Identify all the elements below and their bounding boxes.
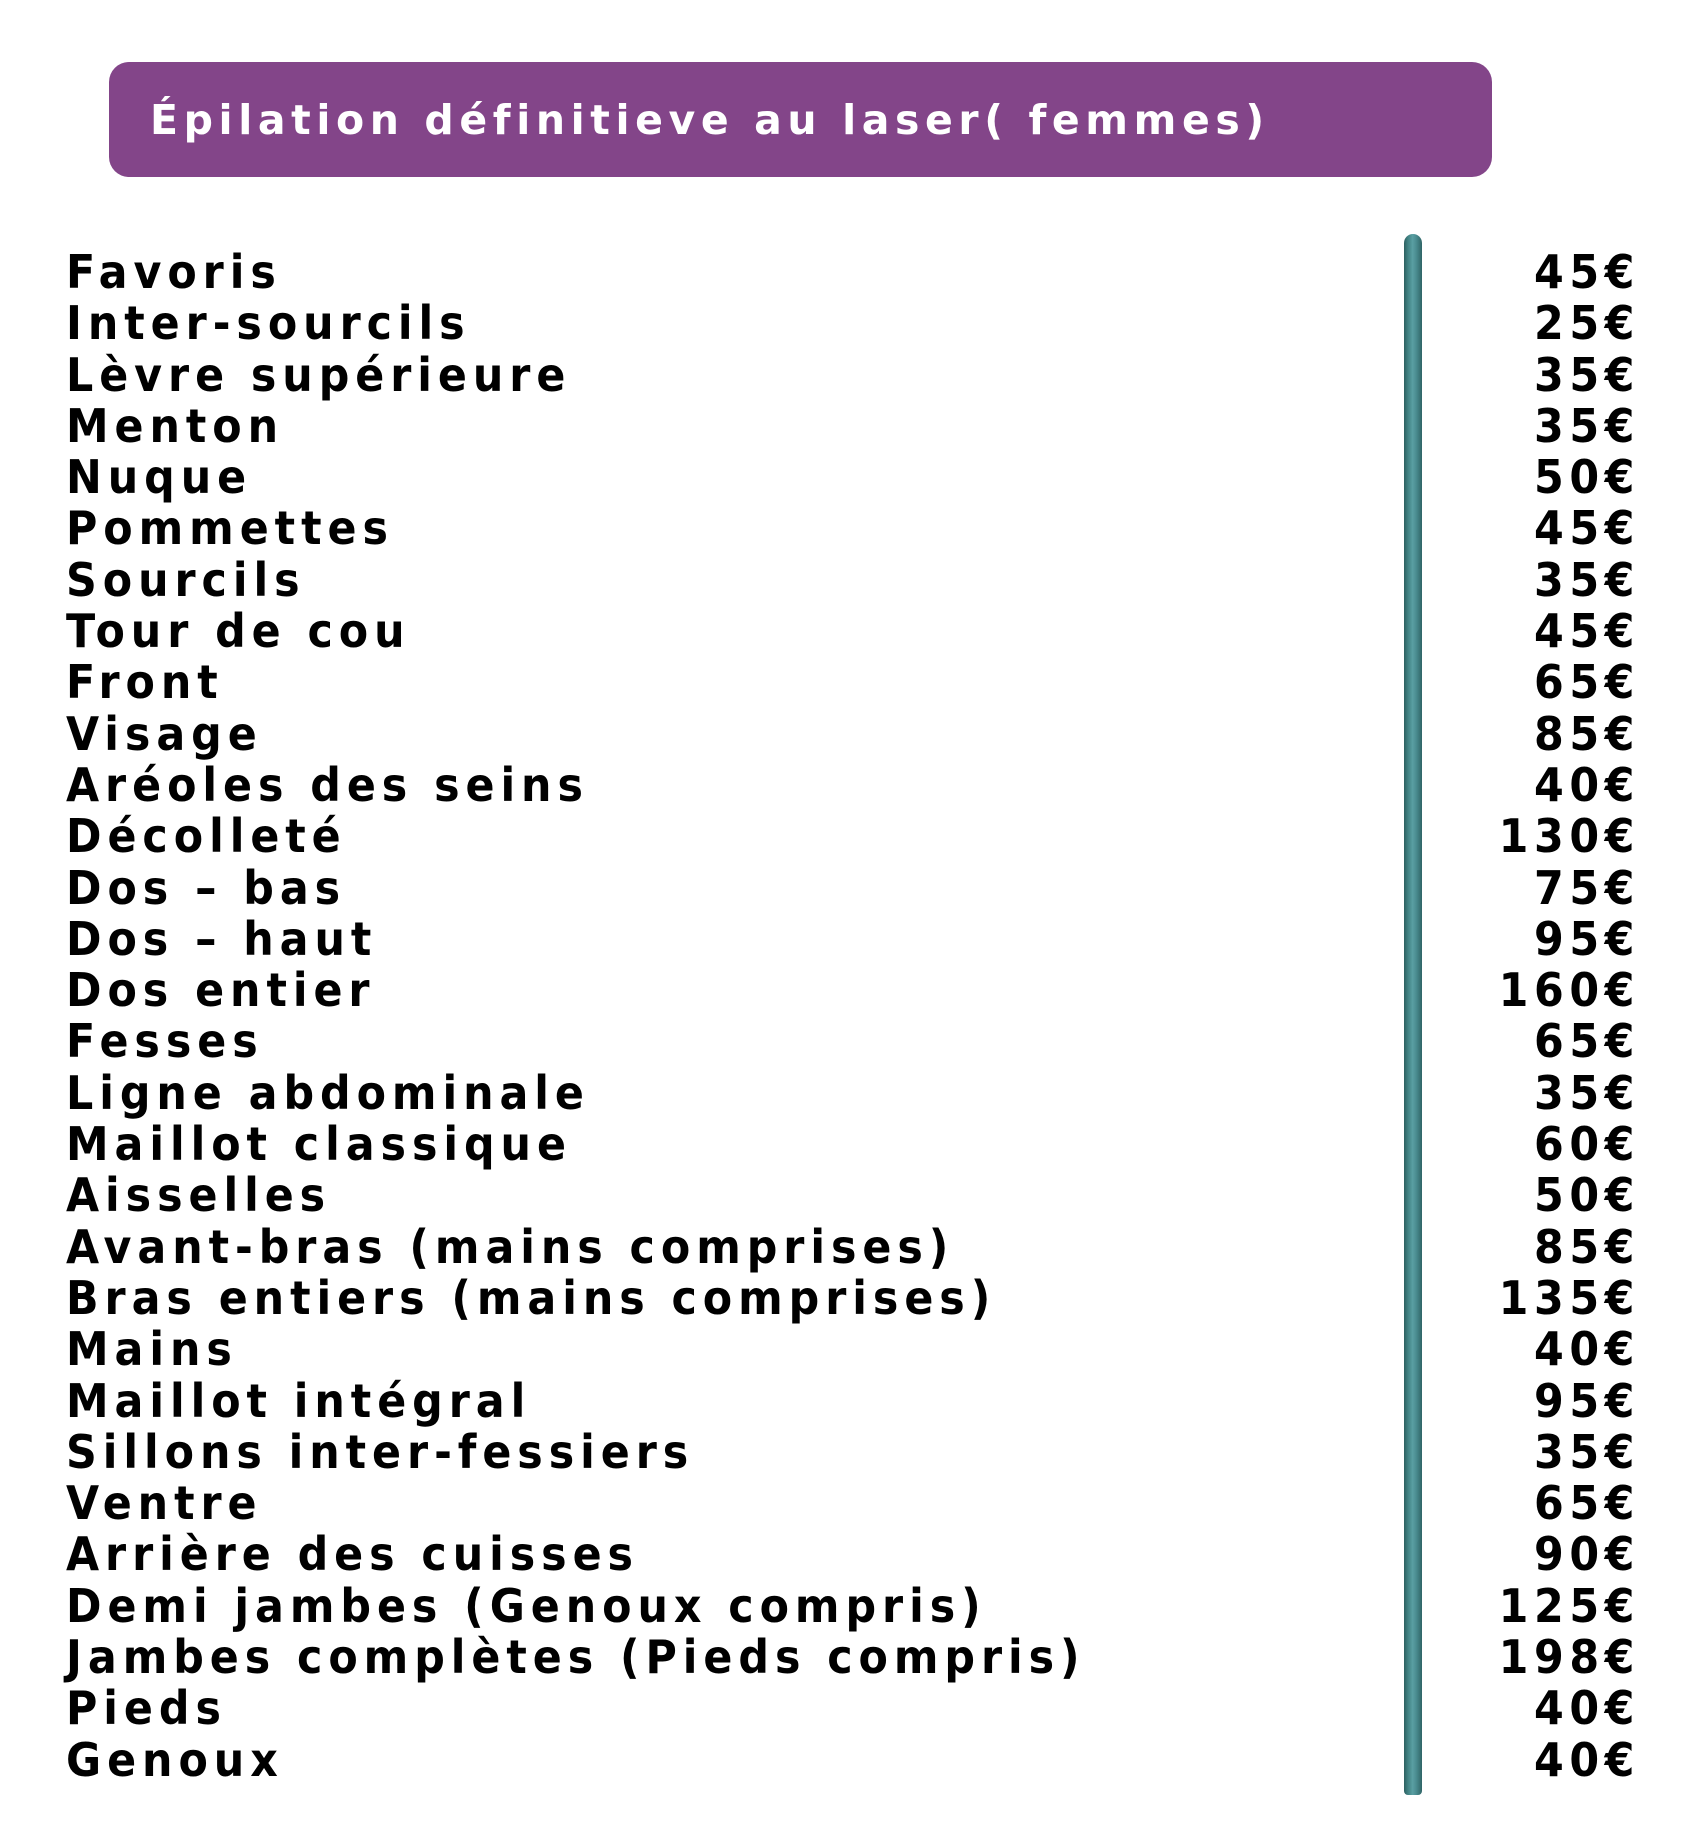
treatment-price: 40€ <box>1533 757 1640 812</box>
treatment-price: 35€ <box>1533 1424 1640 1479</box>
price-row <box>0 398 1704 453</box>
treatment-price: 85€ <box>1533 1219 1640 1274</box>
treatment-label: Maillot intégral <box>66 1373 532 1428</box>
treatment-label: Ventre <box>66 1476 263 1531</box>
price-row <box>0 1016 1704 1067</box>
treatment-label: Jambes complètes (Pieds compris) <box>66 1630 1086 1685</box>
treatment-label: Aisselles <box>66 1168 332 1223</box>
treatment-label: Dos entier <box>66 963 376 1018</box>
price-row <box>0 860 1704 915</box>
price-row <box>0 1170 1704 1221</box>
treatment-label: Pieds <box>66 1681 227 1736</box>
price-row <box>0 1119 1704 1170</box>
treatment-label: Avant-bras (mains comprises) <box>66 1219 955 1274</box>
treatment-label: Dos – haut <box>66 911 378 966</box>
treatment-price: 35€ <box>1533 1065 1640 1120</box>
price-row <box>0 911 1704 966</box>
treatment-price: 95€ <box>1533 1373 1640 1428</box>
treatment-label: Lèvre supérieure <box>66 347 572 402</box>
treatment-price: 40€ <box>1533 1322 1640 1377</box>
treatment-label: Visage <box>66 706 263 761</box>
treatment-label: Pommettes <box>66 501 394 556</box>
treatment-label: Ligne abdominale <box>66 1065 590 1120</box>
treatment-price: 45€ <box>1533 245 1640 299</box>
treatment-price: 160€ <box>1498 963 1640 1018</box>
treatment-price: 45€ <box>1533 604 1640 659</box>
treatment-label: Demi jambes (Genoux compris) <box>66 1578 987 1633</box>
treatment-price: 90€ <box>1533 1527 1640 1582</box>
price-row <box>0 247 1704 298</box>
title-banner <box>109 62 1492 177</box>
price-row <box>0 1632 1704 1683</box>
price-row <box>0 1219 1704 1274</box>
price-row <box>0 1478 1704 1529</box>
treatment-label: Inter-sourcils <box>66 296 471 351</box>
treatment-price: 95€ <box>1533 911 1640 966</box>
price-row <box>0 1065 1704 1120</box>
treatment-label: Menton <box>66 398 285 453</box>
price-row <box>0 347 1704 402</box>
treatment-label: Fesses <box>66 1014 264 1069</box>
treatment-label: Bras entiers (mains comprises) <box>66 1270 997 1325</box>
treatment-label: Aréoles des seins <box>66 757 589 812</box>
treatment-price: 135€ <box>1498 1270 1640 1325</box>
treatment-price: 45€ <box>1533 501 1640 556</box>
page-title: Épilation définitieve au laser( femmes) <box>150 96 1270 144</box>
treatment-label: Mains <box>66 1322 238 1377</box>
treatment-price: 35€ <box>1533 552 1640 607</box>
price-row <box>0 1373 1704 1428</box>
treatment-price: 60€ <box>1533 1117 1640 1172</box>
treatment-price: 35€ <box>1533 347 1640 402</box>
treatment-price: 65€ <box>1533 655 1640 710</box>
price-row <box>0 606 1704 657</box>
treatment-label: Tour de cou <box>66 604 411 659</box>
treatment-label: Sillons inter-fessiers <box>66 1424 695 1479</box>
price-row <box>0 1732 1704 1787</box>
treatment-price: 65€ <box>1533 1014 1640 1069</box>
price-row <box>0 965 1704 1016</box>
price-row <box>0 1424 1704 1479</box>
price-row <box>0 657 1704 708</box>
price-row <box>0 1270 1704 1325</box>
treatment-price: 25€ <box>1533 296 1640 351</box>
price-row <box>0 552 1704 607</box>
price-row <box>0 1578 1704 1633</box>
treatment-price: 50€ <box>1533 1168 1640 1223</box>
price-row <box>0 298 1704 349</box>
treatment-label: Favoris <box>66 245 282 299</box>
treatment-price: 50€ <box>1533 450 1640 505</box>
price-row <box>0 452 1704 503</box>
price-row <box>0 811 1704 862</box>
treatment-label: Arrière des cuisses <box>66 1527 639 1582</box>
price-row <box>0 1683 1704 1734</box>
treatment-price: 40€ <box>1533 1732 1640 1787</box>
price-row <box>0 1324 1704 1375</box>
treatment-label: Sourcils <box>66 552 306 607</box>
treatment-label: Genoux <box>66 1732 284 1787</box>
price-row <box>0 1529 1704 1580</box>
treatment-price: 125€ <box>1498 1578 1640 1633</box>
treatment-label: Maillot classique <box>66 1117 572 1172</box>
treatment-label: Front <box>66 655 224 710</box>
treatment-price: 65€ <box>1533 1476 1640 1531</box>
price-row <box>0 757 1704 812</box>
treatment-label: Nuque <box>66 450 253 505</box>
treatment-price: 35€ <box>1533 398 1640 453</box>
price-row <box>0 503 1704 554</box>
price-row <box>0 706 1704 761</box>
treatment-label: Décolleté <box>66 809 347 864</box>
treatment-price: 40€ <box>1533 1681 1640 1736</box>
treatment-price: 75€ <box>1533 860 1640 915</box>
price-list <box>0 247 1704 1786</box>
treatment-price: 198€ <box>1498 1630 1640 1685</box>
treatment-price: 85€ <box>1533 706 1640 761</box>
treatment-label: Dos – bas <box>66 860 347 915</box>
treatment-price: 130€ <box>1498 809 1640 864</box>
